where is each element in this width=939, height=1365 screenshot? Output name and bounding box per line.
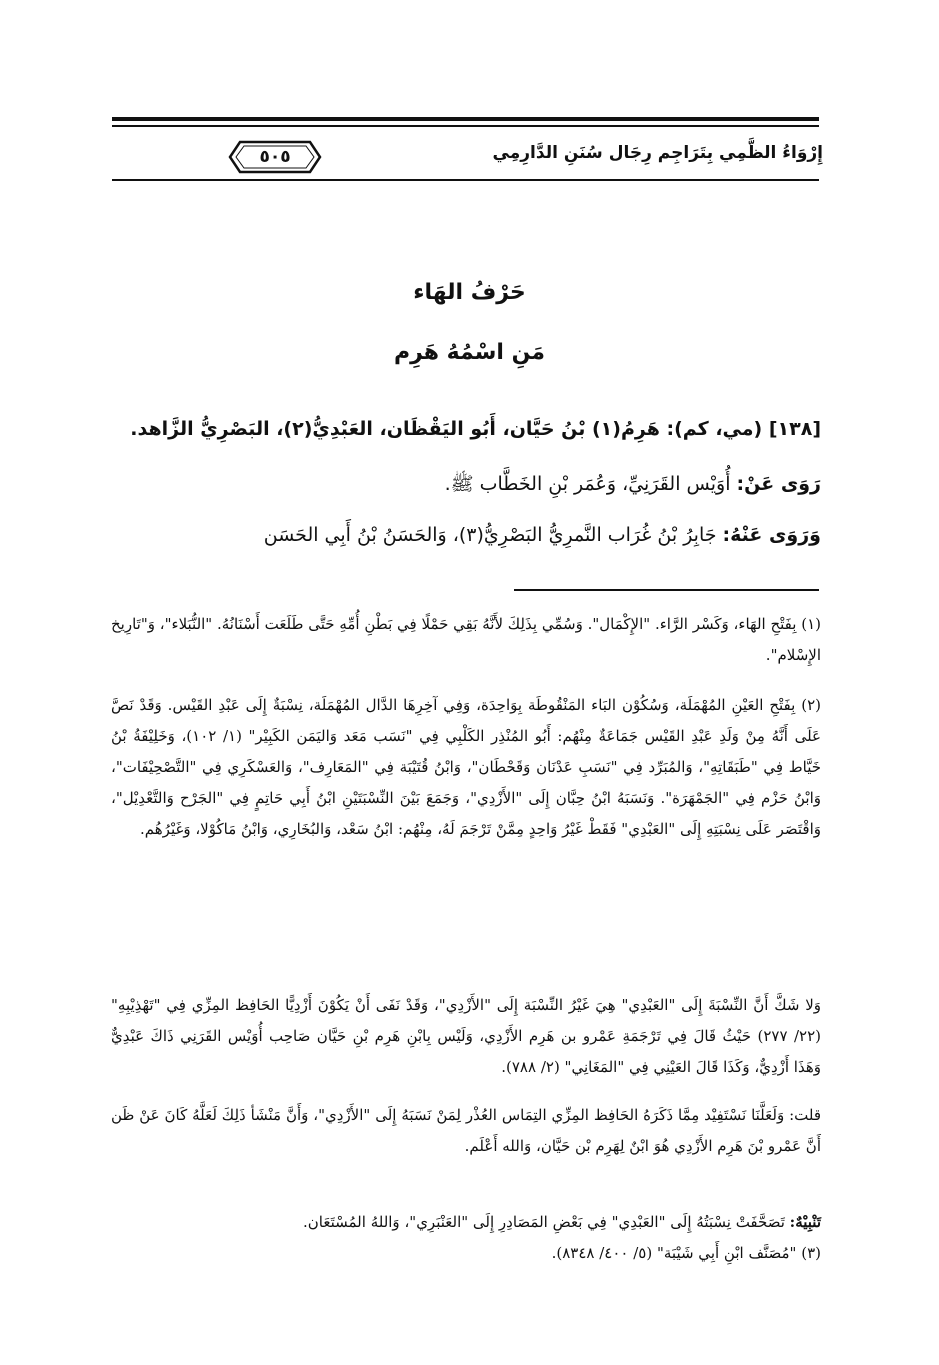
entry-narrated-by-label: وَرَوَى عَنْهُ: bbox=[722, 524, 821, 546]
footnote-2: (٢) بِفَتْحِ العَيْنِ المُهْمَلَة، وَسُكُوْن البَاء المَنْقُوطَة بِوَاحِدَة، وَفِي آخِرِهَا الدَّال المُهْمَلَة، نِسْبَةٌ إِلَى عَبْدِ القَيْس. وَقَدْ نَصَّ عَلَى أَنَّهُ مِنْ وَلَدِ عَبْدِ القَيْس جَمَاعَةٌ مِنْهُم: أَبُو المُنْذِر الكَلْبِي فِي "نَسَب مَعَد وَاليَمَن الكَبِيْر" (١/ ١٠٢)، وَخَلِيْفَةُ بْنُ خَيَّاط فِي "طَبَقَاتِهِ"، وَالمُبَرِّد فِي "نَسَبِ عَدْنَان وَقَحْطَان"، وَابْنُ قُتَيْبَة فِي "المَعَارِف"، وَالعَسْكَرِي فِي "التَّصْحِيْفَات"، وَابْنُ حَزْم فِي "الجَمْهَرَة". وَنَسَبَهُ ابْنُ حِبَّان إِلَى "الأَزْدِي"، وَجَمَعَ بَيْنَ النِّسْبَتَيْنِ ابْنُ أَبِي حَاتِمٍ فِي "الجَرْح وَالتَّعْدِيْل"، وَاقْتَصَر عَلَى نِسْبَتِهِ إِلَى "العَبْدِي" فَقَطْ غَيْرُ وَاحِدٍ مِمَّنْ تَرْجَمَ لَهُ، مِنْهُم: ابْنُ سَعْد، وَالبُخَارِي، وَابْنُ مَاكُوْلا، وَغَيْرُهُم. bbox=[111, 696, 821, 838]
entry-narrated-from bbox=[111, 472, 821, 500]
chapter-subtitle: مَنِ اسْمُهُ هَرِم bbox=[393, 340, 546, 365]
footnote-1: (١) بِفَتْحِ الهَاء، وَكَسْر الرَّاء. "الإِكْمَال". وَسُمِّي بِذَلِكَ لأَنَّهُ بَقِي حَمْلًا فِي بَطْنِ أُمِّهِ حَتَّى طَلَعَت أَسْنَانُهُ. "النُّبَلاء"، وَ"تَارِيخ الإِسْلام". bbox=[111, 615, 821, 664]
entry-heading: [١٣٨] (مي، كم): هَرِمُ(١) بْنُ حَيَّان، أَبُو اليَقْظَان، العَبْدِيُّ(٢)، البَصْرِيُّ الزَّاهد. bbox=[130, 418, 821, 440]
footnote-separator bbox=[514, 589, 819, 591]
chapter-title: حَرْفُ الهَاء bbox=[413, 280, 526, 305]
warning-label: تَنْبِيْهٌ: bbox=[789, 1213, 821, 1231]
header-rule-bottom bbox=[112, 179, 819, 181]
header-rule-top bbox=[112, 117, 819, 121]
footnote-3: (٣) "مُصَنَّف ابْنِ أَبِي شَيْبَة" (٥/ ٤٠٠/ ٨٣٤٨). bbox=[551, 1244, 821, 1262]
running-title: إِرْوَاءُ الظَّمِي بِتَرَاجِم رِجَال سُنَنِ الدَّارِمِي bbox=[492, 143, 823, 163]
footnote-2-note: قلت: وَلَعَلَّنَا نَسْتَفِيْد مِمَّا ذَكَرَهُ الحَافِظ المِزِّي التِمَاس العُذْر لِمَنْ نَسَبَهُ إِلَى "الأَزْدِي"، وَأَنَّ مَنْشَأ ذَلِكَ لَعَلَّهُ كَانَ عَنْ ظَن أَنَّ عَمْرو بْنَ هَرِم الأَزْدِي هُوَ ابْنٌ لِهَرِم بْن حَيَّان، وَالله أَعْلَم. bbox=[111, 1106, 821, 1155]
warning-text: تَصَحَّفَتْ نِسْبَتُهُ إِلَى "العَبْدِي" فِي بَعْضِ المَصَادِرِ إِلَى "العَنْبَرِي"، وَاللهُ المُسْتَعَان. bbox=[303, 1213, 790, 1231]
footnote-2-warning bbox=[111, 1207, 821, 1238]
footnote-2-continued: وَلا شَكَّ أَنَّ النِّسْبَةَ إِلَى "العَبْدِي" هِيَ غَيْرُ النِّسْبَة إِلَى "الأَزْدِي"، وَقَدْ نَفَى أَنْ يَكُوْنَ أَزْدِيًّا الحَافِظ المِزِّي فِي "تَهْذِيْبِهِ" (٢٢/ ٢٧٧) حَيْثُ قَالَ فِي تَرْجَمَةِ عَمْرو بن هَرِم الأَزْدِي، وَلَيْس بِابْنِ هَرِم بْنِ حَيَّان صَاحِب أُوَيْس القَرَنِي ذَاكَ عَبْدِيٌّ وَهَذَا أَزْدِيٌّ، وَكَذَا قَالَ العَيْنِي فِي "المَغَانِي" (٢/ ٧٨٨). bbox=[111, 996, 821, 1076]
page-number: ٥٠٥ bbox=[259, 147, 291, 167]
page-number-frame bbox=[228, 140, 322, 174]
entry-narrated-by bbox=[111, 524, 821, 546]
entry-narrated-from-text: أُوَيْس القَرَنِيِّ، وَعُمَر بْنِ الخَطَّاب ﷺ. bbox=[444, 473, 737, 495]
entry-narrated-from-label: رَوَى عَنْ: bbox=[736, 473, 821, 495]
entry-narrated-by-text: جَابِرُ بْنُ غُرَاب النَّمرِيُّ البَصْرِيُّ(٣)، وَالحَسَنُ بْنُ أَبِي الحَسَن bbox=[263, 524, 723, 546]
header-rule-thin bbox=[112, 125, 819, 127]
